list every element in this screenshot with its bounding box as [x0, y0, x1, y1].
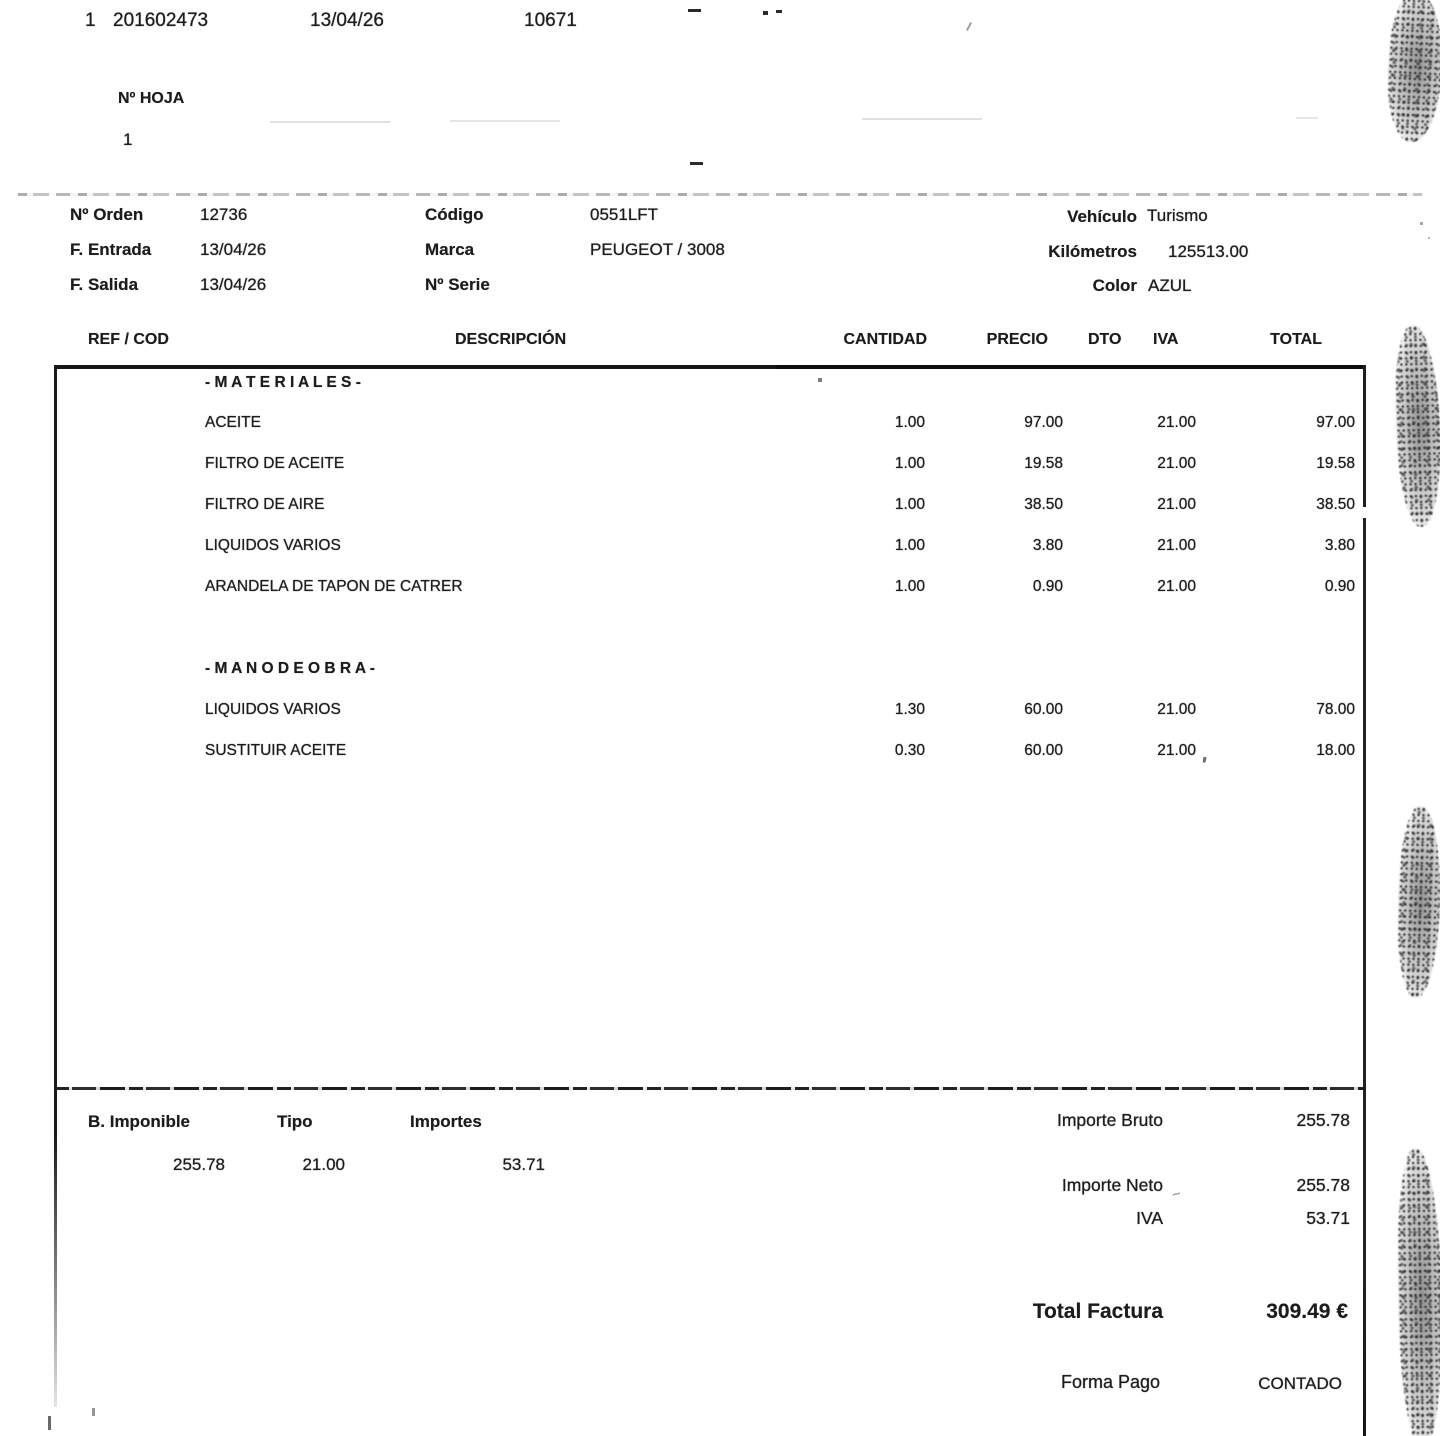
item-total: 78.00 [1316, 701, 1355, 718]
importe-bruto-value: 255.78 [1296, 1110, 1350, 1130]
item-total: 38.50 [1316, 496, 1355, 513]
item-total: 18.00 [1316, 742, 1355, 759]
invoice-number: 201602473 [113, 10, 209, 31]
item-iva: 21.00 [1157, 496, 1196, 513]
table-border-left [54, 365, 57, 1407]
item-descripcion: LIQUIDOS VARIOS [205, 537, 341, 554]
scan-speck [688, 9, 701, 12]
item-total: 97.00 [1316, 414, 1355, 431]
iva-label: IVA [1136, 1208, 1163, 1228]
scan-speck [1420, 222, 1423, 225]
scan-smudge [1384, 0, 1440, 143]
invoice-date: 13/04/26 [310, 10, 384, 31]
col-header-precio: PRECIO [986, 331, 1048, 348]
tax-base-value: 255.78 [173, 1155, 225, 1174]
item-cantidad: 1.00 [894, 455, 925, 472]
item-precio: 0.90 [1032, 578, 1063, 595]
item-iva: 21.00 [1157, 701, 1196, 718]
scan-speck [862, 118, 982, 120]
col-header-dto: DTO [1088, 331, 1122, 348]
scan-speck [1296, 117, 1318, 119]
tax-base-header: B. Imponible [88, 1112, 190, 1131]
total-factura-label: Total Factura [1032, 1300, 1163, 1323]
item-cantidad: 1.00 [894, 537, 925, 554]
page-number: 1 [85, 10, 96, 31]
item-cantidad: 1.00 [894, 496, 925, 513]
importe-bruto-label: Importe Bruto [1056, 1110, 1163, 1130]
sheet-number-label: Nº HOJA [118, 90, 185, 107]
scan-speck [690, 162, 703, 165]
col-header-ref: REF / COD [88, 331, 169, 348]
item-total: 3.80 [1324, 537, 1355, 554]
item-iva: 21.00 [1157, 414, 1196, 431]
item-iva: 21.00 [1157, 537, 1196, 554]
tax-tipo-header: Tipo [277, 1112, 313, 1131]
item-descripcion: FILTRO DE ACEITE [205, 455, 345, 472]
item-precio: 3.80 [1032, 537, 1063, 554]
scan-smudge [1395, 805, 1440, 998]
section-title-mano-de-obra: - M A N O D E O B R A - [205, 660, 375, 677]
table-border-top [55, 365, 1366, 369]
item-iva: 21.00 [1157, 455, 1196, 472]
vehiculo-value: Turismo [1147, 206, 1208, 225]
scan-separator-line [18, 193, 1422, 196]
item-descripcion: SUSTITUIR ACEITE [205, 742, 347, 759]
scan-speck [92, 1408, 95, 1416]
tax-tipo-value: 21.00 [302, 1155, 345, 1174]
scan-speck [450, 120, 560, 122]
importe-neto-label: Importe Neto [1061, 1175, 1163, 1195]
table-border-right [1363, 518, 1366, 1436]
scan-speck [1202, 757, 1206, 763]
scan-speck [776, 10, 782, 13]
totals-separator-line [55, 1087, 1366, 1090]
col-header-cantidad: CANTIDAD [843, 331, 927, 348]
color-value: AZUL [1148, 276, 1192, 295]
importe-neto-value: 255.78 [1296, 1175, 1350, 1195]
item-cantidad: 1.00 [894, 578, 925, 595]
scan-speck [270, 121, 390, 123]
item-descripcion: ARANDELA DE TAPON DE CATRER [205, 578, 463, 595]
item-cantidad: 1.00 [894, 414, 925, 431]
forma-pago-value: CONTADO [1258, 1374, 1342, 1393]
total-factura-value: 309.49 € [1266, 1300, 1348, 1323]
section-title-materiales: - M A T E R I A L E S - [205, 374, 361, 391]
item-total: 0.90 [1324, 578, 1355, 595]
scan-speck [763, 11, 768, 15]
color-label: Color [1092, 276, 1137, 295]
iva-value: 53.71 [1306, 1208, 1350, 1228]
scan-speck: ~ [1169, 1185, 1184, 1204]
vehiculo-label: Vehículo [1067, 207, 1137, 226]
item-cantidad: 1.30 [894, 701, 925, 718]
scan-speck [966, 22, 972, 31]
item-iva: 21.00 [1157, 742, 1196, 759]
scan-speck [48, 1416, 51, 1430]
forma-pago-label: Forma Pago [1060, 1372, 1160, 1392]
item-descripcion: ACEITE [205, 414, 261, 431]
marca-label: Marca [425, 240, 475, 259]
item-cantidad: 0.30 [894, 742, 925, 759]
serie-label: Nº Serie [425, 275, 490, 294]
kilometros-value: 125513.00 [1168, 242, 1249, 261]
exit-date-value: 13/04/26 [200, 275, 267, 294]
scan-smudge [1392, 324, 1440, 527]
entry-date-label: F. Entrada [70, 240, 152, 259]
item-total: 19.58 [1316, 455, 1355, 472]
item-precio: 60.00 [1024, 701, 1063, 718]
item-precio: 38.50 [1024, 496, 1063, 513]
item-precio: 97.00 [1024, 414, 1063, 431]
scan-speck [818, 378, 822, 382]
sheet-number-value: 1 [123, 130, 133, 149]
client-code: 10671 [524, 10, 577, 31]
col-header-iva: IVA [1153, 331, 1179, 348]
item-descripcion: LIQUIDOS VARIOS [205, 701, 341, 718]
marca-value: PEUGEOT / 3008 [590, 240, 725, 259]
entry-date-value: 13/04/26 [200, 240, 267, 259]
tax-importes-value: 53.71 [502, 1155, 545, 1174]
exit-date-label: F. Salida [70, 275, 139, 294]
scan-speck [1428, 237, 1430, 239]
item-precio: 60.00 [1024, 742, 1063, 759]
codigo-label: Código [425, 205, 484, 224]
item-iva: 21.00 [1157, 578, 1196, 595]
codigo-value: 0551LFT [590, 205, 659, 224]
col-header-total: TOTAL [1270, 331, 1322, 348]
kilometros-label: Kilómetros [1048, 242, 1137, 261]
scan-smudge [1395, 1148, 1440, 1436]
tax-importes-header: Importes [410, 1112, 482, 1131]
item-descripcion: FILTRO DE AIRE [205, 496, 325, 513]
item-precio: 19.58 [1024, 455, 1063, 472]
order-number-value: 12736 [200, 205, 248, 224]
order-number-label: Nº Orden [70, 205, 144, 224]
table-border-right [1363, 365, 1366, 507]
col-header-descripcion: DESCRIPCIÓN [455, 331, 567, 348]
